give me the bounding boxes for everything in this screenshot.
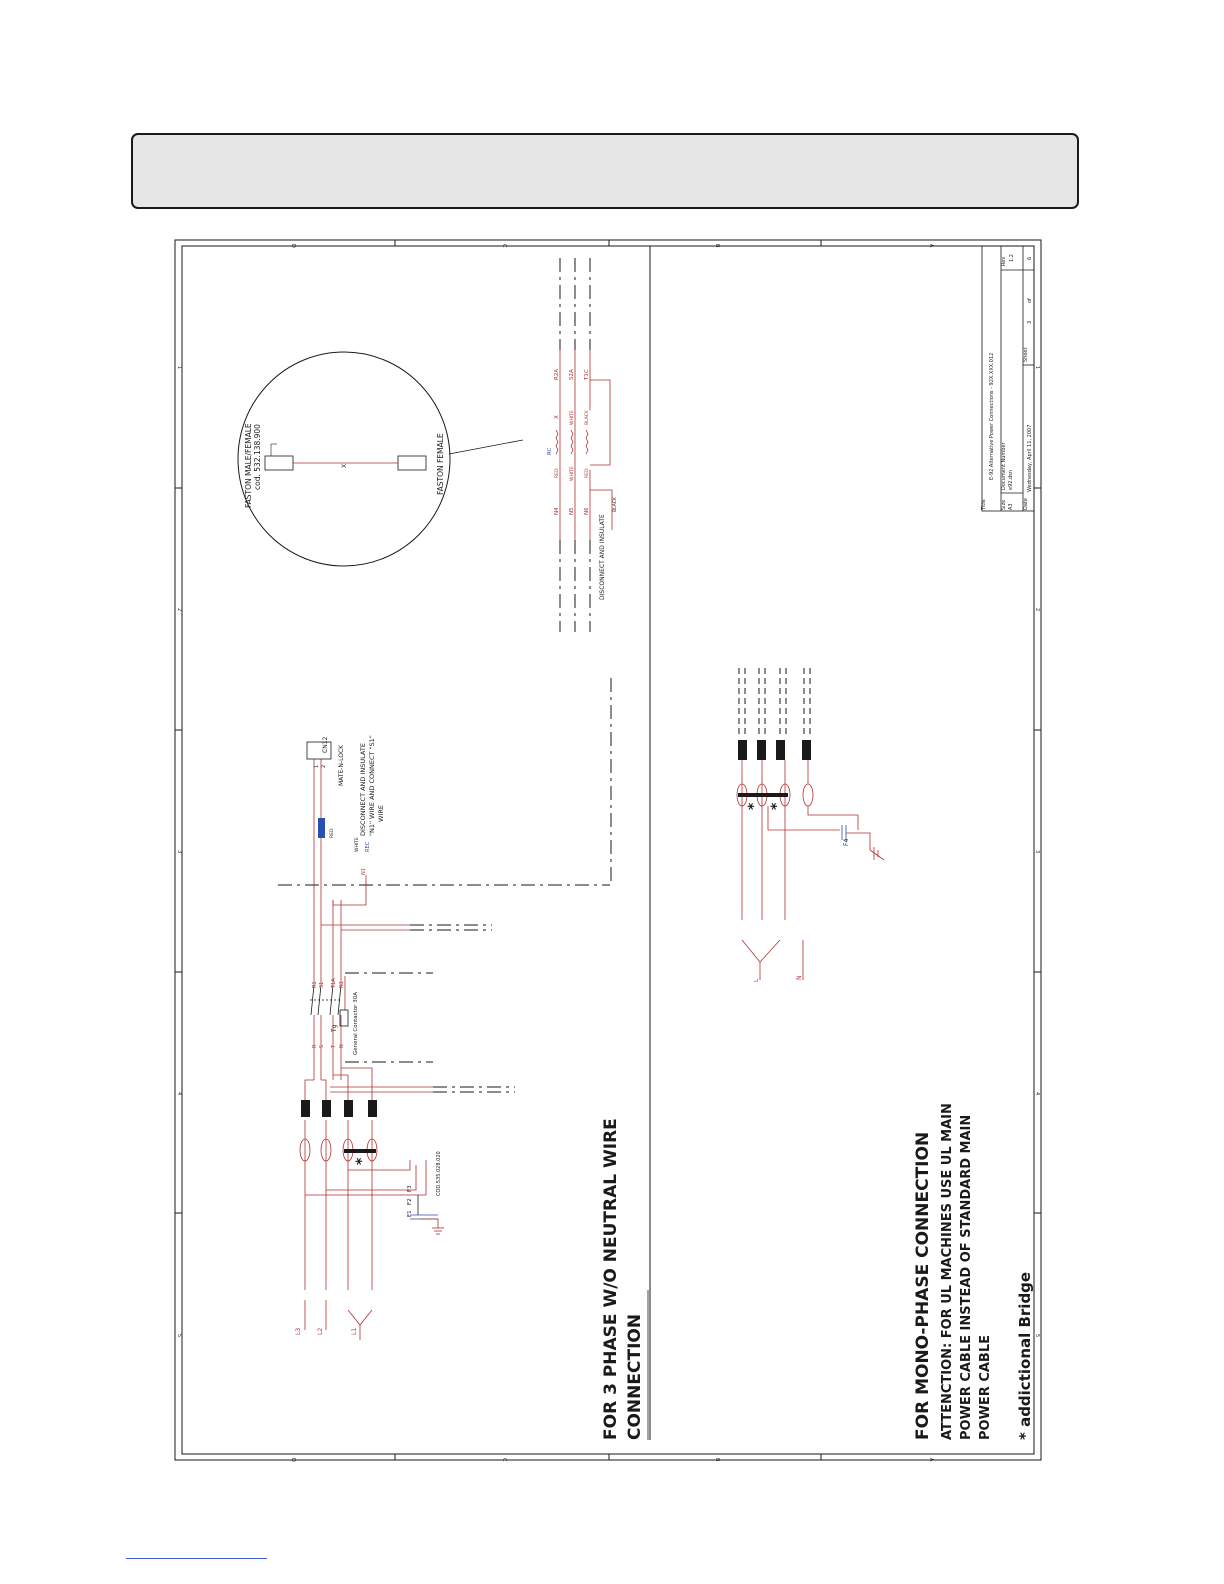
term-out-s1: S1 bbox=[319, 981, 325, 988]
mono-phase-circuit bbox=[737, 668, 884, 980]
terminal-blocks bbox=[301, 1100, 377, 1117]
s2a-label: S2A bbox=[569, 369, 575, 380]
filter-capacitor bbox=[410, 1195, 444, 1234]
cn12-label: CN12 bbox=[322, 736, 329, 753]
cn12-pin1: 1 bbox=[314, 764, 320, 768]
mate-n-lock-label: MATE-N-LOCK bbox=[338, 744, 345, 786]
title-label: Title bbox=[981, 499, 987, 510]
rc-x-label: X bbox=[554, 415, 560, 419]
line-l3-label: L3 bbox=[295, 1327, 302, 1335]
term-in-n: N bbox=[339, 1044, 345, 1048]
three-phase-heading bbox=[601, 1118, 645, 1440]
white-wire-label: WHITE bbox=[355, 837, 360, 852]
zone-3-right: 3 bbox=[1034, 850, 1040, 854]
bridge-star-mono-2: * bbox=[769, 802, 785, 810]
black-1-label: BLACK bbox=[585, 410, 590, 425]
bridge-star-mono-1: * bbox=[746, 802, 762, 810]
red-2-label: RED bbox=[585, 468, 590, 478]
term-in-s: S bbox=[319, 1044, 325, 1048]
faston-male-connector bbox=[265, 456, 293, 470]
line-l1-label: L1 bbox=[351, 1327, 358, 1335]
zone-c-top: C bbox=[501, 244, 507, 248]
fuse-f3-label: F3 bbox=[407, 1185, 413, 1192]
faston-code-label: cod. 532.138.900 bbox=[253, 424, 262, 490]
size-label: Size bbox=[1001, 499, 1007, 510]
faston-female-label: FASTON FEMALE bbox=[436, 433, 445, 495]
tg-label: Tg bbox=[331, 1024, 338, 1032]
t1c-label: T1C bbox=[584, 369, 590, 380]
of-label: of bbox=[1027, 298, 1033, 303]
title-value: E-92 Alternative Power Connections - 92X.XXX.012 bbox=[989, 352, 995, 480]
zone-5-left: 5 bbox=[176, 1334, 182, 1338]
date-value: Wednesday, April 11, 2007 bbox=[1027, 424, 1033, 492]
bridge-bar-3phase bbox=[344, 1149, 376, 1153]
rec-label: REC bbox=[365, 841, 371, 852]
docnum-label: Document Number bbox=[1001, 442, 1007, 490]
zone-4-left: 4 bbox=[176, 1092, 182, 1096]
three-phase-circuit bbox=[278, 742, 610, 1340]
of-value: 6 bbox=[1027, 256, 1033, 260]
faston-detail bbox=[238, 352, 523, 566]
sheet-label: Sheet bbox=[1023, 347, 1029, 362]
three-phase-text bbox=[295, 735, 442, 1335]
contactor-label: General Contactor 30A bbox=[353, 992, 359, 1055]
three-phase-title-line1: FOR 3 PHASE W/O NEUTRAL WIRE bbox=[601, 1118, 621, 1440]
fuse-f1-label: F1 bbox=[407, 1210, 413, 1217]
zone-2-right: 2 bbox=[1034, 608, 1040, 612]
mono-n-label: N bbox=[796, 975, 803, 980]
disconnect-note-line1: DISCONNECT AND INSULATE bbox=[359, 743, 367, 836]
zone-d-bottom: D bbox=[290, 1458, 296, 1462]
cod-label: COD.535.028.020 bbox=[436, 1151, 442, 1196]
faston-x-label: X bbox=[341, 463, 348, 468]
zone-3-left: 3 bbox=[176, 850, 182, 854]
zone-1-right: 1 bbox=[1034, 366, 1040, 370]
rc-label: RC bbox=[547, 447, 553, 455]
n5-label: N5 bbox=[569, 507, 575, 515]
rc-disconnect-note: DISCONNECT AND INSULATE bbox=[599, 514, 606, 600]
zone-b-bottom: B bbox=[714, 1458, 720, 1462]
n4-label: N4 bbox=[554, 507, 560, 515]
black-2-label: BLACK bbox=[613, 497, 618, 512]
fuse-f4-label: F4 bbox=[843, 838, 850, 846]
disconnect-note-line2: "N1" WIRE AND CONNECT "S1" bbox=[368, 735, 376, 836]
footer-link-underline[interactable] bbox=[126, 1558, 267, 1559]
zone-2-left: 2 bbox=[176, 608, 182, 612]
zone-4-right: 4 bbox=[1034, 1092, 1040, 1096]
date-label: Date bbox=[1023, 498, 1029, 510]
term-out-n1: N1 bbox=[339, 981, 345, 988]
white-2-label: WHITE bbox=[570, 410, 575, 425]
disconnect-note-line3: WIRE bbox=[377, 805, 385, 822]
n1-label: N1 bbox=[361, 868, 367, 875]
zone-d-top: D bbox=[290, 244, 296, 248]
bridge-note: * addictional Bridge bbox=[1016, 1271, 1034, 1440]
three-phase-title-line2: CONNECTION bbox=[625, 1313, 645, 1440]
red-1-label: RED bbox=[555, 468, 560, 478]
mono-phase-title: FOR MONO-PHASE CONNECTION bbox=[913, 1131, 933, 1440]
faston-male-label: FASTON MALE/FEMALE bbox=[244, 423, 253, 508]
cn12-pin2: 2 bbox=[321, 764, 327, 768]
zone-b-top: B bbox=[714, 244, 720, 248]
title-block-text bbox=[981, 254, 1033, 511]
rev-value: 1.2 bbox=[1009, 254, 1015, 262]
zone-1-left: 1 bbox=[176, 366, 182, 370]
zone-a-top: A bbox=[928, 244, 934, 248]
term-out-r1: R1 bbox=[312, 981, 318, 988]
line-l2-label: L2 bbox=[317, 1327, 324, 1335]
mono-l-label: L bbox=[753, 978, 760, 982]
term-out-t1a: T1A bbox=[331, 978, 337, 988]
red-wire-label: RED bbox=[330, 828, 335, 838]
attention-line3: POWER CABLE bbox=[978, 1334, 993, 1440]
white-1-label: WHITE bbox=[570, 466, 575, 481]
term-in-t: T bbox=[331, 1044, 337, 1048]
zone-5-right: 5 bbox=[1034, 1334, 1040, 1338]
sheet-value: 3 bbox=[1027, 320, 1033, 324]
attention-line2: POWER CABLE INSTEAD OF STANDARD MAIN bbox=[959, 1114, 974, 1440]
docnum-value: e92.dsn bbox=[1008, 470, 1014, 490]
zone-c-bottom: C bbox=[501, 1458, 507, 1462]
bridge-star-3phase: * bbox=[354, 1157, 370, 1165]
rc-text bbox=[547, 369, 618, 600]
n6-label: N6 bbox=[584, 507, 590, 515]
size-value: A3 bbox=[1008, 503, 1014, 510]
faston-female-connector bbox=[398, 456, 426, 470]
attention-line1: ATTENCTION: FOR UL MACHINES USE UL MAIN bbox=[940, 1103, 955, 1440]
contactor-switches bbox=[310, 985, 348, 1026]
rev-label: Rev bbox=[1001, 256, 1007, 266]
mono-phase-heading bbox=[913, 1103, 1034, 1440]
term-in-r: R bbox=[312, 1044, 318, 1048]
faston-detail-text bbox=[244, 423, 445, 508]
r2a-label: R2A bbox=[554, 368, 560, 380]
inline-connector-s1 bbox=[318, 818, 325, 838]
zone-a-bottom: A bbox=[928, 1458, 934, 1462]
fuse-f2-label: F2 bbox=[407, 1198, 413, 1205]
